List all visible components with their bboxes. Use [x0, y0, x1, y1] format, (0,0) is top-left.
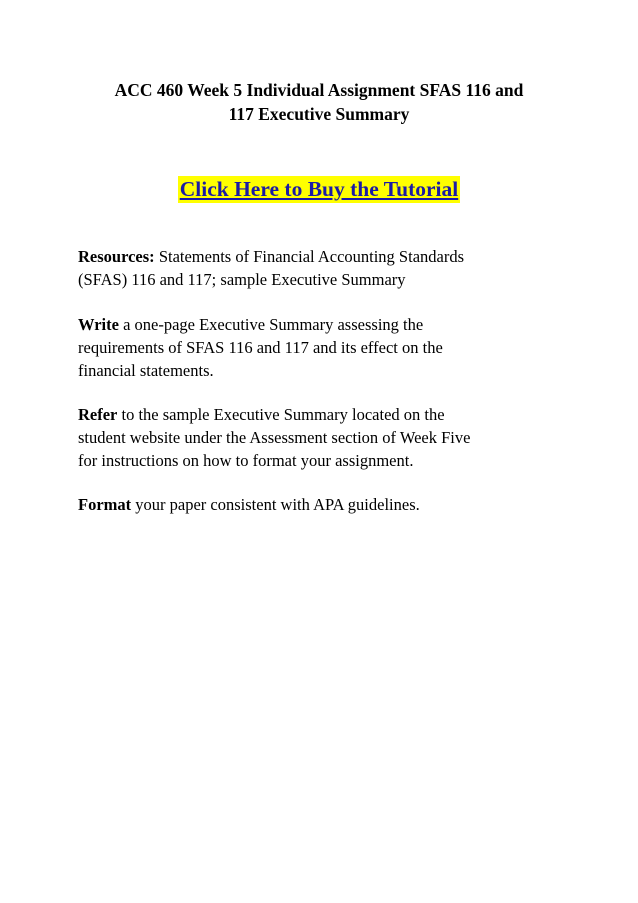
write-text-line-1: a one-page Executive Summary assessing the: [118, 315, 424, 334]
resources-text-line-1: Statements of Financial Accounting Standards: [154, 247, 465, 266]
document-title-line-1: ACC 460 Week 5 Individual Assignment SFAS 116 and: [114, 80, 524, 100]
format-text-line-1: your paper consistent with APA guidelines.: [131, 495, 420, 514]
refer-paragraph: [78, 403, 558, 472]
resources-text-line-2: (SFAS) 116 and 117; sample Executive Summary: [78, 270, 406, 289]
resources-paragraph: [78, 245, 558, 291]
format-label: Format: [78, 495, 132, 514]
write-text-line-3: financial statements.: [78, 361, 214, 380]
write-label: Write: [78, 315, 119, 334]
refer-label: Refer: [78, 405, 118, 424]
write-text-line-2: requirements of SFAS 116 and 117 and its effect on the: [78, 338, 443, 357]
write-paragraph: [78, 313, 558, 382]
buy-tutorial-link-container: [0, 176, 638, 203]
resources-label: Resources:: [78, 247, 155, 266]
refer-text-line-1: to the sample Executive Summary located on the: [117, 405, 445, 424]
document-title: [60, 78, 578, 126]
document-title-line-2: 117 Executive Summary: [228, 104, 410, 124]
refer-text-line-2: student website under the Assessment section of Week Five: [78, 428, 471, 447]
refer-text-line-3: for instructions on how to format your assignment.: [78, 451, 414, 470]
format-paragraph: [78, 493, 558, 516]
buy-tutorial-link[interactable]: Click Here to Buy the Tutorial: [179, 177, 459, 201]
